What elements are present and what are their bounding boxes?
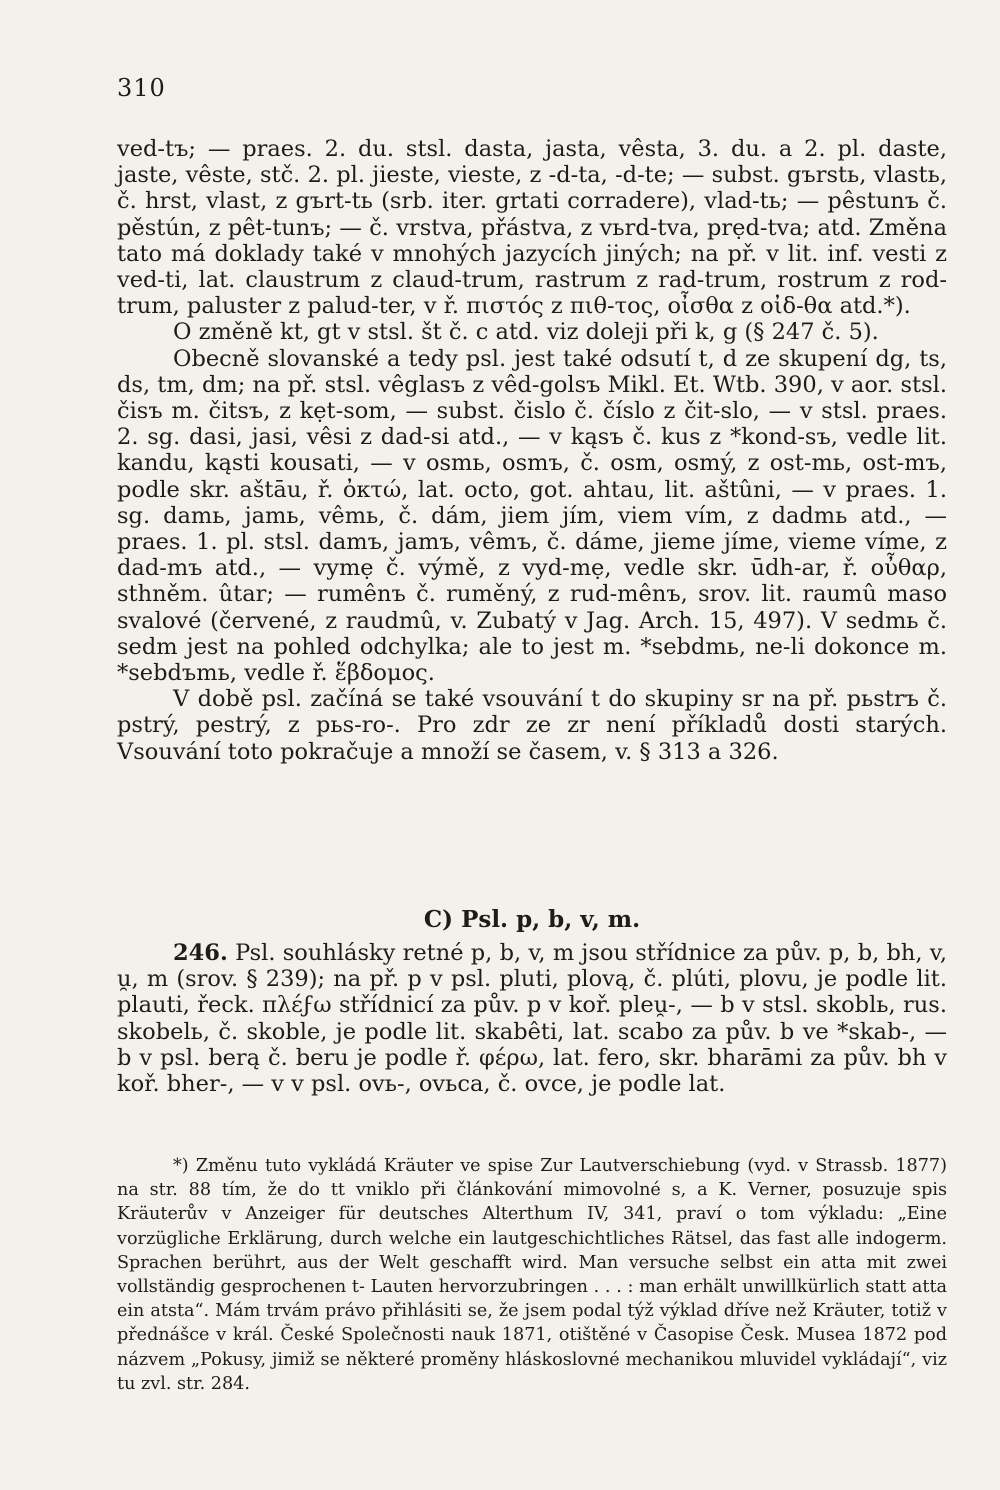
section-heading: C) Psl. p, b, v, m.	[423, 906, 641, 933]
paragraph-number: 246.	[173, 940, 228, 966]
paragraph-kt-gt: O změně kt, gt v stsl. št č. c atd. viz doleji při k, g (§ 247 č. 5).	[173, 319, 879, 346]
section-246-paragraph	[117, 940, 947, 1097]
paragraph-vsouvani: V době psl. začíná se také vsouvání t do skupiny sr na př. pьstrъ č. pstrý, pestrý, z pьs-ro-. Pro zdr ze zr není příkladů dosti starých. Vsouvání toto pokračuje a množí se časem, v. § 313 a 326.	[117, 686, 947, 765]
section-246	[117, 940, 947, 1097]
paragraph-continuation: ved-tъ; — praes. 2. du. stsl. dasta, jasta, vêsta, 3. du. a 2. pl. daste, jaste, vêste, stč. 2. pl. jieste, vieste, z -d-ta, -d-te; — subst. gъrstь, vlastь, č. hrst, vlast, z gъrt-tь (srb. iter. grtati corradere), vlad-tь; — pêstunъ č. pěstún, z pêt-tunъ; — č. vrstva, přástva, z vьrd-tva, prẹd-tva; atd. Změna tato má doklady také v mnohých jazycích jiných; na př. v lit. inf. vesti z ved-ti, lat. claustrum z claud-trum, rastrum z rad-trum, rostrum z rod-trum, paluster z palud-ter, v ř. πιστός z πιθ-τος, οἶσθα z οἰδ-θα atd.*).	[117, 136, 947, 320]
paragraph-odsuti: Obecně slovanské a tedy psl. jest také odsutí t, d ze skupení dg, ts, ds, tm, dm; na př. stsl. vêglasъ z vêd-golsъ Mikl. Et. Wtb. 390, v aor. stsl. čisъ m. čitsъ, z kẹt-som, — subst. čislo č. číslo z čit-slo, — v stsl. praes. 2. sg. dasi, jasi, vêsi z dad-si atd., — v kąsъ č. kus z *kond-sъ, vedle lit. kandu, kąsti kousati, — v osmь, osmъ, č. osm, osmý, z ost-mь, ost-mъ, podle skr. aštāu, ř. ὀκτώ, lat. octo, got. ahtau, lit. aštûni, — v praes. 1. sg. damь, jamь, vêmь, č. dám, jiem jím, viem vím, z dadmь atd., — praes. 1. pl. stsl. damъ, jamъ, vêmъ, č. dáme, jieme jíme, vieme víme, z dad-mъ atd., — vymẹ č. výmě, z vyd-mẹ, vedle skr. ūdh-ar, ř. οὖθαρ, sthněm. ûtar; — rumênъ č. ruměný, z rud-mênъ, srov. lit. raumû maso svalové (červené, z raudmû, v. Zubatý v Jag. Arch. 15, 497). V sedmь č. sedm jest na pohled odchylka; ale to jest m. *sebdmь, ne-li dokonce m. *sebdъmь, vedle ř. ἕβδομος.	[117, 345, 947, 687]
main-text	[117, 136, 947, 765]
section-246-text: Psl. souhlásky retné p, b, v, m jsou střídnice za pův. p, b, bh, v, u̯, m (srov. § 239); na př. p v psl. pluti, plovą, č. plúti, plovu, je podle lit. plauti, řeck. πλέϝω střídnicí za pův. p v koř. pleu̯-, — b v stsl. skoblь, rus. skobelь, č. skoble, je podle lit. skabêti, lat. scabo za pův. b ve *skab-, — b v psl. berą č. beru je podle ř. φέρω, lat. fero, skr. bharāmi za pův. bh v koř. bher-, — v v psl. ovь-, ovьca, č. ovce, je podle lat.	[117, 940, 948, 1098]
footnote-text: *) Změnu tuto vykládá Kräuter ve spise Zur Lautverschiebung (vyd. v Strassb. 1877) na str. 88 tím, že do tt vniklo při článkování mimovolné s, a K. Verner, posuzuje spis Kräuterův v Anzeiger für deutsches Alterthum IV, 341, praví o tom výkladu: „Eine vorzügliche Erklärung, durch welche ein lautgeschichtliches Rätsel, das fast alle indogerm. Sprachen berührt, aus der Welt geschafft wird. Man versuche selbst ein atta mit zwei vollständig gesprochenen t- Lauten hervorzubringen . . . : man erhält unwillkürlich statt atta ein atsta“. Mám trvám právo přihlásiti se, že jsem podal týž výklad dříve než Kräuter, totiž v přednášce v král. České Společnosti nauk 1871, otištěné v Časopise Česk. Musea 1872 pod názvem „Pokusy, jimiž se některé proměny hláskoslovné mechanikou mluvidel vykládají“, viz tu zvl. str. 284.	[117, 1156, 947, 1394]
page-number: 310	[117, 74, 166, 102]
footnote	[117, 1154, 947, 1396]
